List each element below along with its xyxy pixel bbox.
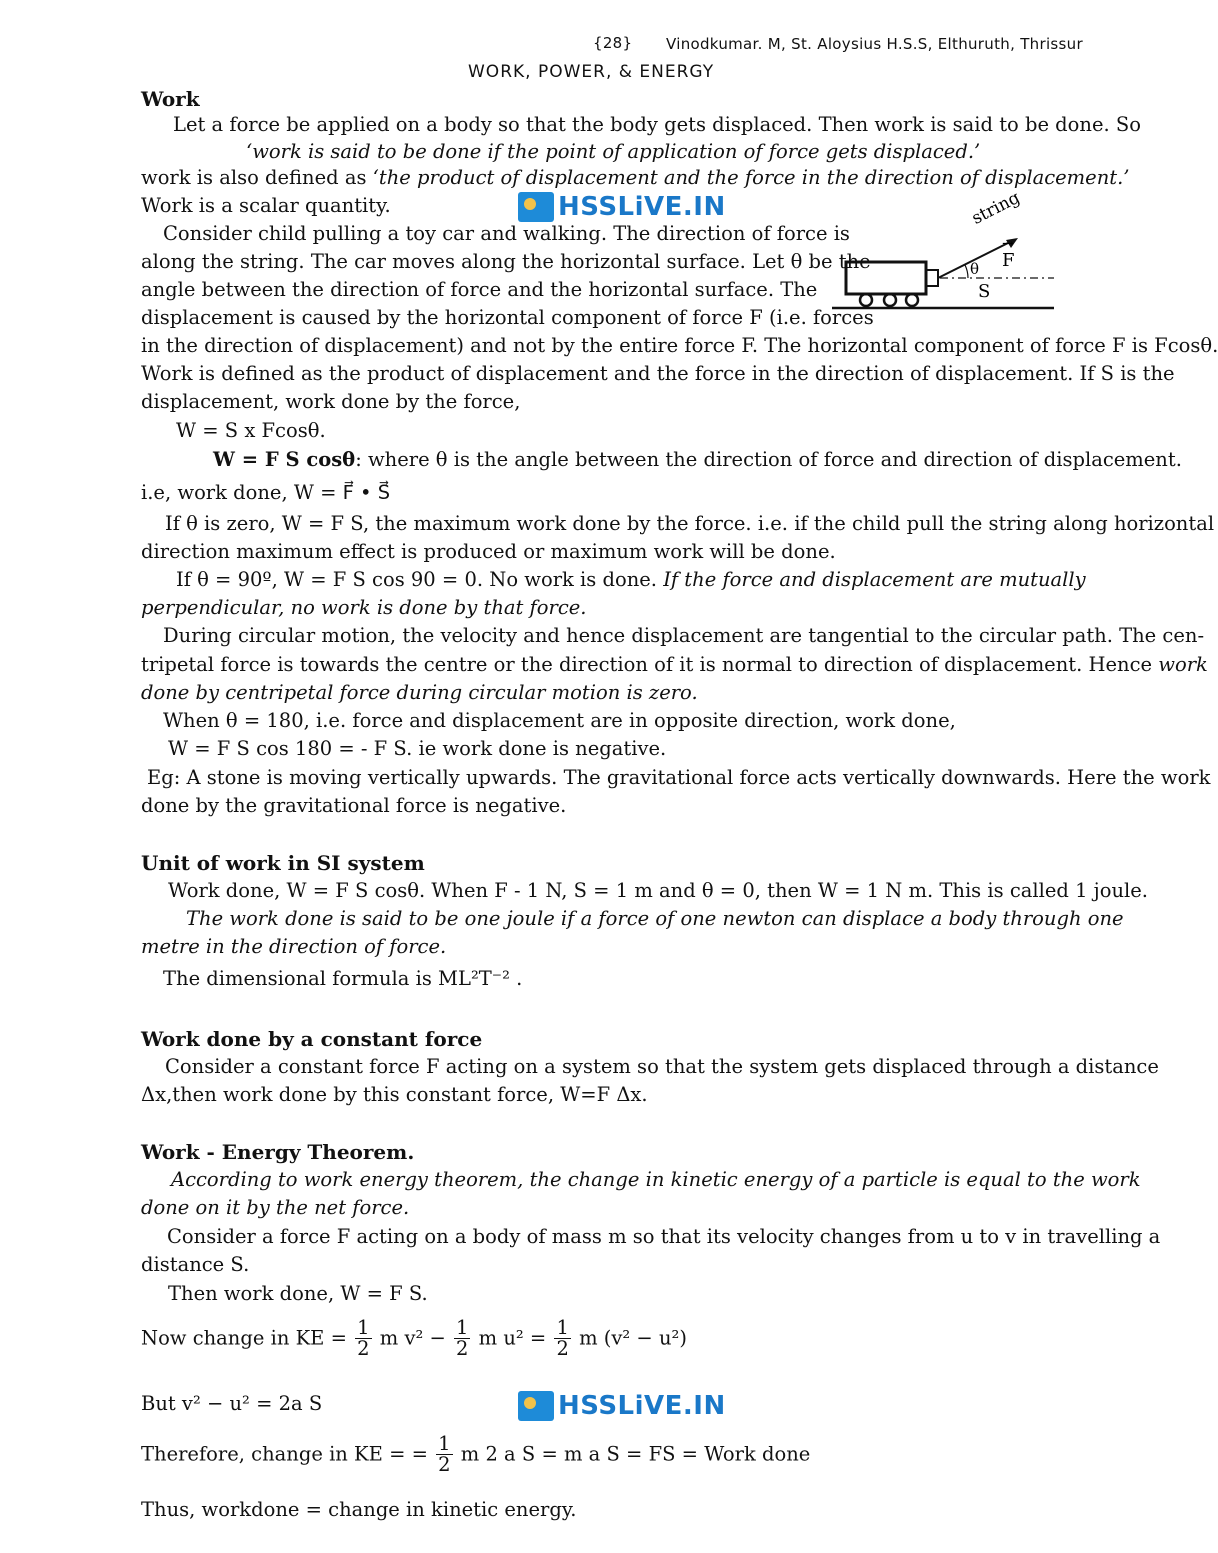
author-line: Vinodkumar. M, St. Aloysius H.S.S, Elthuruth, Thrissur xyxy=(666,35,1083,53)
text-line: perpendicular, no work is done by that force. xyxy=(141,596,587,619)
equation-term: m 2 a S = m a S = FS = Work done xyxy=(460,1442,811,1466)
heading-work: Work xyxy=(141,87,200,111)
wheel-icon xyxy=(860,294,872,306)
text-line: During circular motion, the velocity and hence displacement are tangential to the circular path. The cen- xyxy=(163,624,1205,647)
hsslive-logo-bottom xyxy=(518,1391,726,1421)
text-line: When θ = 180, i.e. force and displacement are in opposite direction, work done, xyxy=(163,709,956,732)
definition-line: done on it by the net force. xyxy=(141,1196,410,1219)
text-line: tripetal force is towards the centre or the direction of it is normal to direction of displacement. Hence work xyxy=(141,653,1208,676)
text-line: in the direction of displacement) and not by the entire force F. The horizontal component of force F is Fcosθ. xyxy=(141,334,1218,357)
equation-line: But v² − u² = 2a S xyxy=(141,1392,323,1415)
definition-line: The work done is said to be one joule if a force of one newton can displace a body through one xyxy=(186,907,1124,930)
equation-term: m (v² − u²) xyxy=(579,1326,687,1350)
heading-unit-of-work: Unit of work in SI system xyxy=(141,851,425,875)
text-line: angle between the direction of force and the horizontal surface. The xyxy=(141,278,818,301)
displacement-label: S xyxy=(978,281,991,302)
ke-equation xyxy=(141,1318,687,1360)
conclusion-line: Thus, workdone = change in kinetic energy. xyxy=(141,1498,577,1521)
string-label: string xyxy=(968,187,1024,229)
text-line: Work is defined as the product of displacement and the force in the direction of displacement. If S is the xyxy=(141,362,1175,385)
logo-icon xyxy=(518,1391,554,1421)
text-line: distance S. xyxy=(141,1253,250,1276)
angle-label: θ xyxy=(970,260,980,278)
page-number: {28} xyxy=(593,34,633,52)
fraction-half: $\frac{1}{2}$ xyxy=(438,1432,451,1477)
text-line: Consider child pulling a toy car and walking. The direction of force is xyxy=(163,222,850,245)
logo-text: HSSLiVE.IN xyxy=(558,1391,726,1421)
heading-work-energy-theorem: Work - Energy Theorem. xyxy=(141,1140,415,1164)
definition-line: According to work energy theorem, the change in kinetic energy of a particle is equal to the work xyxy=(171,1168,1141,1191)
text-line: The dimensional formula is ML²T⁻² . xyxy=(163,967,523,990)
text-line: direction maximum effect is produced or maximum work will be done. xyxy=(141,540,836,563)
equation-label: Therefore, change in KE = = xyxy=(141,1442,435,1466)
text-line: Then work done, W = F S. xyxy=(168,1282,428,1305)
equation-label: Now change in KE = xyxy=(141,1326,354,1350)
fraction-half: $\frac{1}{2}$ xyxy=(556,1316,569,1361)
ke-result-equation xyxy=(141,1434,810,1476)
text-line: Consider a force F acting on a body of mass m so that its velocity changes from u to v in travelling a xyxy=(167,1225,1161,1248)
text-line: Work done, W = F S cosθ. When F - 1 N, S = 1 m and θ = 0, then W = 1 N m. This is called 1 joule. xyxy=(168,879,1148,902)
equation-line: i.e, work done, W = F⃗ • S⃗ xyxy=(141,481,391,504)
text-line: Consider a constant force F acting on a system so that the system gets displaced through a distance xyxy=(165,1055,1159,1078)
text-line: done by centripetal force during circular motion is zero. xyxy=(141,681,698,704)
definition-line: ‘work is said to be done if the point of application of force gets displaced.’ xyxy=(246,140,981,163)
text-line: Work is a scalar quantity. xyxy=(141,194,391,217)
text-line: Eg: A stone is moving vertically upwards. The gravitational force acts vertically downwards. Here the work xyxy=(147,766,1211,789)
fraction-half: $\frac{1}{2}$ xyxy=(456,1316,469,1361)
equation-line: W = F S cosθ: where θ is the angle between the direction of force and direction of displacement. xyxy=(213,448,1182,471)
heading-constant-force: Work done by a constant force xyxy=(141,1027,483,1051)
text-line: work is also defined as ‘the product of displacement and the force in the direction of displacement.’ xyxy=(141,166,1130,189)
logo-icon xyxy=(518,192,554,222)
equation-line: W = F S cos 180 = - F S. ie work done is negative. xyxy=(168,737,667,760)
text-line: Let a force be applied on a body so that the body gets displaced. Then work is said to be done. So xyxy=(173,113,1142,136)
force-vector-arrow: → xyxy=(1002,236,1014,252)
text-line: displacement is caused by the horizontal component of force F (i.e. forces xyxy=(141,306,874,329)
text-line: displacement, work done by the force, xyxy=(141,390,521,413)
definition-line: metre in the direction of force. xyxy=(141,935,447,958)
hsslive-logo-top xyxy=(518,192,726,222)
text-line: If θ is zero, W = F S, the maximum work done by the force. i.e. if the child pull the string along horizontal xyxy=(165,512,1215,535)
text-line: along the string. The car moves along the horizontal surface. Let θ be the xyxy=(141,250,871,273)
equation-line: W = S x Fcosθ. xyxy=(176,419,326,442)
wheel-icon xyxy=(884,294,896,306)
page-title: WORK, POWER, & ENERGY xyxy=(468,62,715,82)
fraction-half: $\frac{1}{2}$ xyxy=(357,1316,370,1361)
logo-text: HSSLiVE.IN xyxy=(558,192,726,222)
equation-term: m u² = xyxy=(478,1326,547,1350)
equation-term: m v² − xyxy=(379,1326,446,1350)
text-line: Δx,then work done by this constant force, W=F Δx. xyxy=(141,1083,648,1106)
text-line: If θ = 90º, W = F S cos 90 = 0. No work is done. If the force and displacement are mutually xyxy=(176,568,1086,591)
text-line: done by the gravitational force is negative. xyxy=(141,794,567,817)
force-label: F xyxy=(1002,250,1015,271)
wheel-icon xyxy=(906,294,918,306)
